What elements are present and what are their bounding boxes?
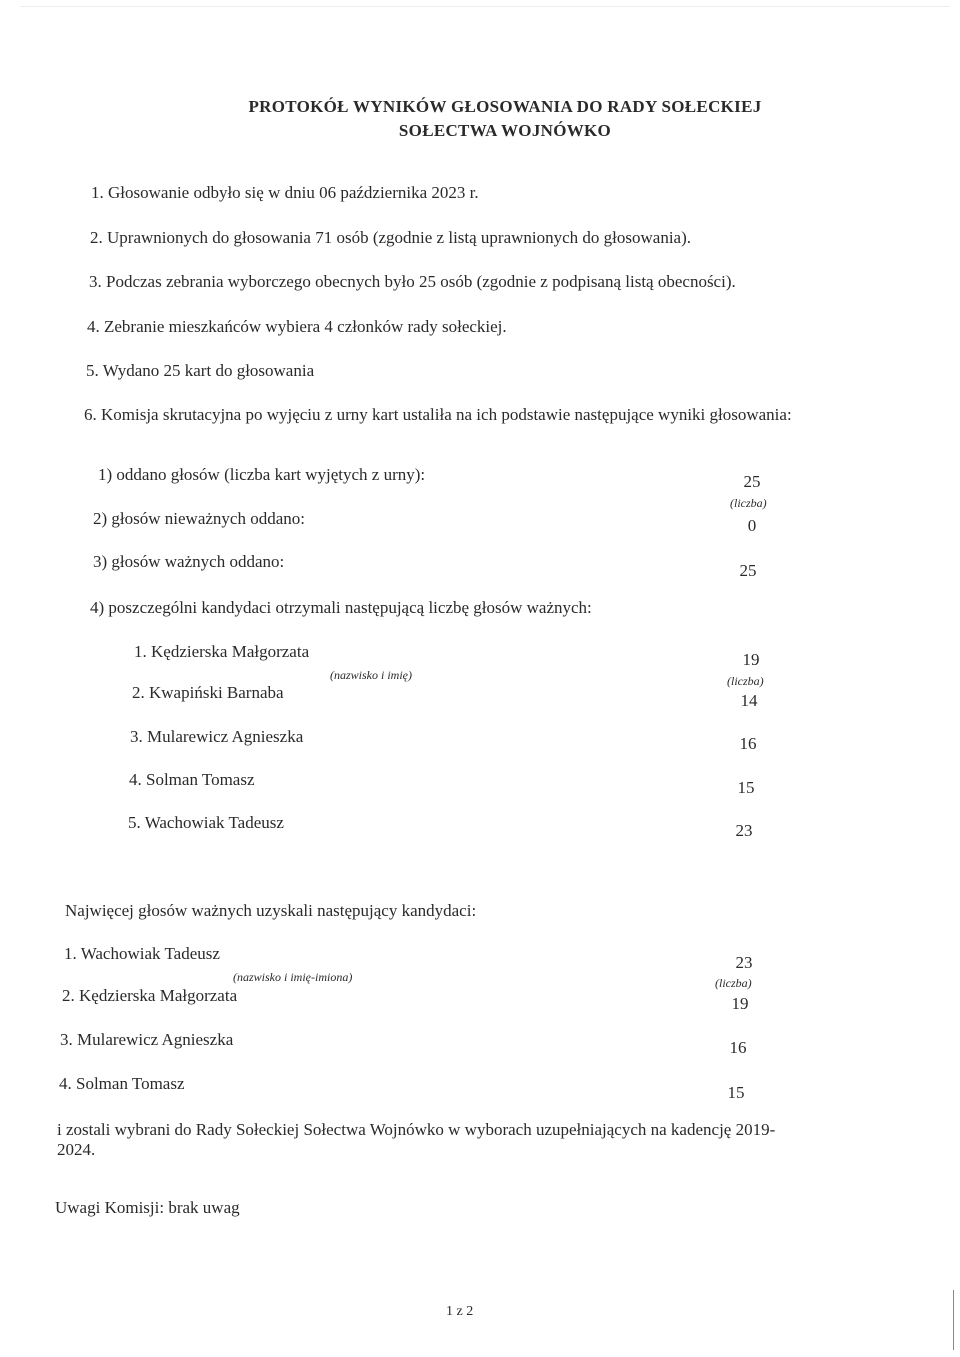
- result-value-2: 0: [747, 516, 757, 535]
- liczba-note-winners: (liczba): [715, 976, 752, 990]
- winner-1-votes: 23: [735, 953, 753, 972]
- candidate-2: 2. Kwapiński Barnaba: [132, 683, 284, 702]
- elected-line-2: 2024.: [57, 1140, 96, 1159]
- candidate-1: 1. Kędzierska Małgorzata: [134, 642, 310, 661]
- winner-1: 1. Wachowiak Tadeusz: [64, 944, 220, 963]
- scan-edge-right: [953, 1290, 954, 1350]
- candidate-2-votes: 14: [740, 691, 758, 710]
- names-note: (nazwisko i imię-imiona): [233, 970, 353, 984]
- liczba-note: (liczba): [730, 496, 767, 510]
- liczba-note-candidates: (liczba): [727, 674, 764, 688]
- title-line-1: PROTOKÓŁ WYNIKÓW GŁOSOWANIA DO RADY SOŁECKIEJ: [248, 97, 762, 116]
- point-3: 3. Podczas zebrania wyborczego obecnych było 25 osób (zgodnie z podpisaną listą obecności).: [89, 272, 736, 291]
- winner-4-votes: 15: [727, 1083, 745, 1102]
- winner-3: 3. Mularewicz Agnieszka: [60, 1030, 234, 1049]
- result-label-1: 1) oddano głosów (liczba kart wyjętych z urny):: [98, 465, 426, 484]
- elected-line-1: i zostali wybrani do Rady Sołeckiej Sołectwa Wojnówko w wyborach uzupełniających na kadencję 2019-: [57, 1120, 776, 1139]
- scan-edge-top: [20, 6, 950, 7]
- candidate-5-votes: 23: [735, 821, 753, 840]
- title-line-2: SOŁECTWA WOJNÓWKO: [398, 121, 612, 140]
- result-value-3: 25: [739, 561, 757, 580]
- commission-remarks: Uwagi Komisji: brak uwag: [55, 1198, 240, 1217]
- candidate-4-votes: 15: [737, 778, 755, 797]
- point-5: 5. Wydano 25 kart do głosowania: [86, 361, 315, 380]
- page-number: 1 z 2: [446, 1304, 474, 1319]
- point-1: 1. Głosowanie odbyło się w dniu 06 października 2023 r.: [91, 183, 479, 202]
- candidate-5: 5. Wachowiak Tadeusz: [128, 813, 284, 832]
- name-note: (nazwisko i imię): [330, 668, 412, 682]
- result-value-1: 25: [743, 472, 761, 491]
- winners-intro: Najwięcej głosów ważnych uzyskali następujący kandydaci:: [65, 901, 477, 920]
- winner-4: 4. Solman Tomasz: [59, 1074, 185, 1093]
- point-6: 6. Komisja skrutacyjna po wyjęciu z urny kart ustaliła na ich podstawie następujące wyniki głosowania:: [84, 405, 792, 424]
- result-label-3: 3) głosów ważnych oddano:: [93, 552, 285, 571]
- candidate-3-votes: 16: [739, 734, 757, 753]
- candidate-4: 4. Solman Tomasz: [129, 770, 255, 789]
- candidate-3: 3. Mularewicz Agnieszka: [130, 727, 304, 746]
- result-label-4: 4) poszczególni kandydaci otrzymali następującą liczbę głosów ważnych:: [90, 598, 592, 617]
- result-label-2: 2) głosów nieważnych oddano:: [93, 509, 305, 528]
- point-2: 2. Uprawnionych do głosowania 71 osób (zgodnie z listą uprawnionych do głosowania).: [90, 228, 692, 247]
- winner-2: 2. Kędzierska Małgorzata: [62, 986, 238, 1005]
- winner-3-votes: 16: [729, 1038, 747, 1057]
- winner-2-votes: 19: [731, 994, 749, 1013]
- candidate-1-votes: 19: [742, 650, 760, 669]
- point-4: 4. Zebranie mieszkańców wybiera 4 członków rady sołeckiej.: [87, 317, 507, 336]
